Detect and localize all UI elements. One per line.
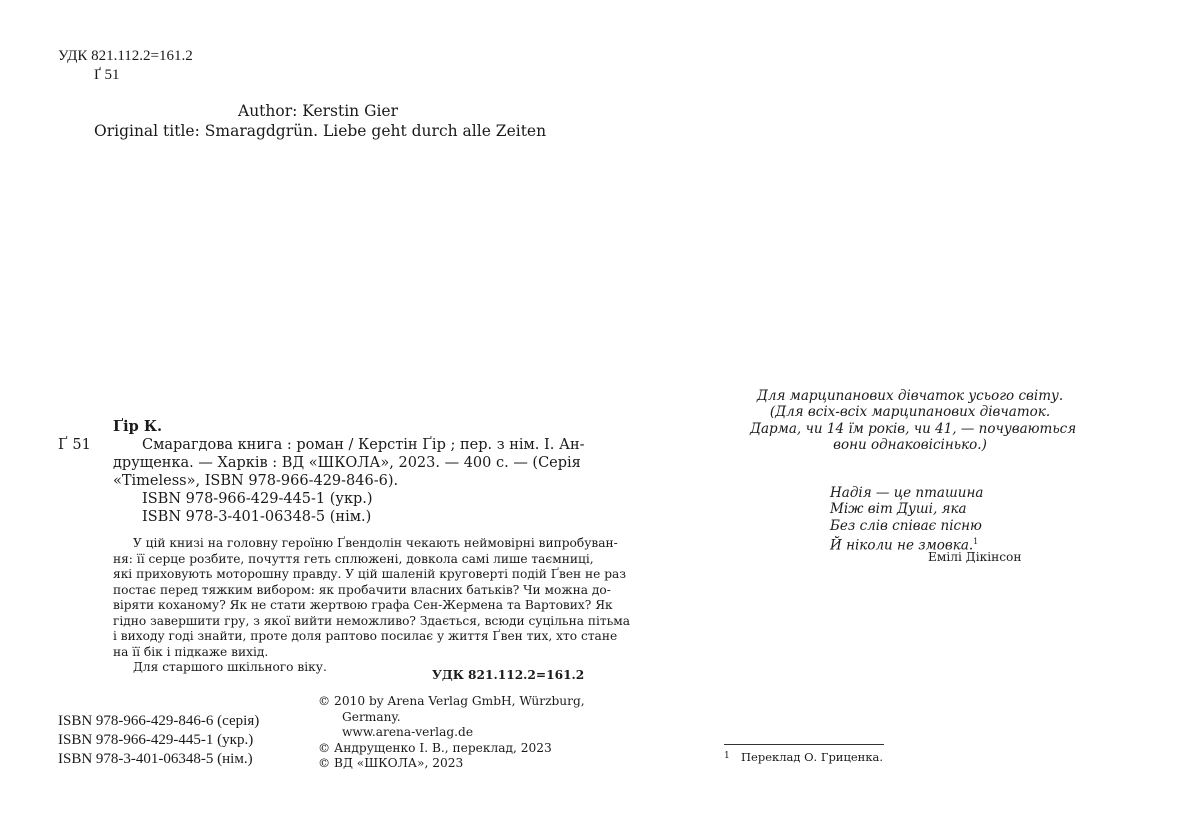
poem-epigraph [830,485,983,554]
footnote-text: Переклад О. Гриценка. [741,750,884,764]
footnote-rule [724,744,884,745]
poem-line: Й ніколи не змовка. [830,537,974,554]
poem-footnote-mark: 1 [973,537,979,547]
annotation-line: і виходу годі знайти, проте доля раптово посилає у життя Ґвен тих, хто стане [113,629,618,643]
annotation-line: на її бік і підкаже вихід. [113,644,269,659]
bib-heading: Ґір К. [113,418,163,435]
poem-line: Між віт Душі, яка [830,501,967,518]
annotation-line: віряти коханому? Як не стати жертвою графа Сен-Жермена та Вартових? Як [113,598,613,612]
copyright-block [318,694,585,772]
footnote-mark: 1 [724,751,730,761]
isbn-series: ISBN 978-966-429-846-6 (серія) [58,713,260,729]
copyright-line: © 2010 by Arena Verlag GmbH, Würzburg, [318,694,585,708]
udk-bottom: УДК 821.112.2=161.2 [432,668,585,682]
annotation-line: У цій книзі на головну героїню Ґвендолін чекають неймовірні випробуван- [133,536,618,550]
isbn-ukr: ISBN 978-966-429-445-1 (укр.) [58,732,254,748]
bib-line-1: Смарагдова книга : роман / Керстін Ґір ; пер. з нім. І. Ан- [142,437,585,453]
dedication-line: вони однаковісінько.) [833,437,987,454]
bib-line-2: друщенка. — Харків : ВД «ШКОЛА», 2023. — 400 с. — (Серія [113,455,581,471]
dedication-line: (Для всіх-всіх марципанових дівчаток. [769,404,1051,421]
age-note: Для старшого шкільного віку. [133,660,327,674]
copyright-url: www.arena-verlag.de [342,725,474,739]
copyright-line: Germany. [342,709,401,724]
poem-line: Без слів співає пісню [830,517,982,534]
bib-isbn-ukr: ISBN 978-966-429-445-1 (укр.) [142,491,373,507]
annotation-line: ня: її серце розбите, почуття геть сплюжені, довкола самі лише таємниці, [113,551,594,566]
udk-top: УДК 821.112.2=161.2 [58,48,193,64]
copyright-line: © Андрущенко І. В., переклад, 2023 [318,740,552,755]
poem-line: Надія — це пташина [830,485,984,501]
bib-sign: Ґ 51 [58,437,91,453]
annotation-line: гідно завершити гру, з якої вийти неможливо? Здається, всюди суцільна пітьма [113,613,630,628]
dedication-line: Дарма, чи 14 їм років, чи 41, — почуваються [750,420,1077,437]
dedication [750,388,1077,454]
annotation [113,536,630,676]
annotation-line: постає перед тяжким вибором: як пробачити власних батьків? Чи можна до- [113,582,611,597]
isbn-ger: ISBN 978-3-401-06348-5 (нім.) [58,751,253,767]
author-sign-top: Ґ 51 [94,67,120,83]
original-title-line: Original title: Smaragdgrün. Liebe geht durch alle Zeiten [94,122,547,140]
poem-author: Емілі Дікінсон [928,550,1022,564]
bib-isbn-ger: ISBN 978-3-401-06348-5 (нім.) [142,509,372,525]
copyright-line: © ВД «ШКОЛА», 2023 [318,756,464,770]
annotation-line: які приховують моторошну правду. У цій шаленій круговерті подій Ґвен не раз [113,567,626,581]
dedication-line: Для марципанових дівчаток усього світу. [756,388,1064,404]
author-line: Author: Kerstin Gier [238,102,398,120]
bib-line-3: «Timeless», ISBN 978-966-429-846-6). [113,473,399,489]
isbn-block [58,712,259,769]
